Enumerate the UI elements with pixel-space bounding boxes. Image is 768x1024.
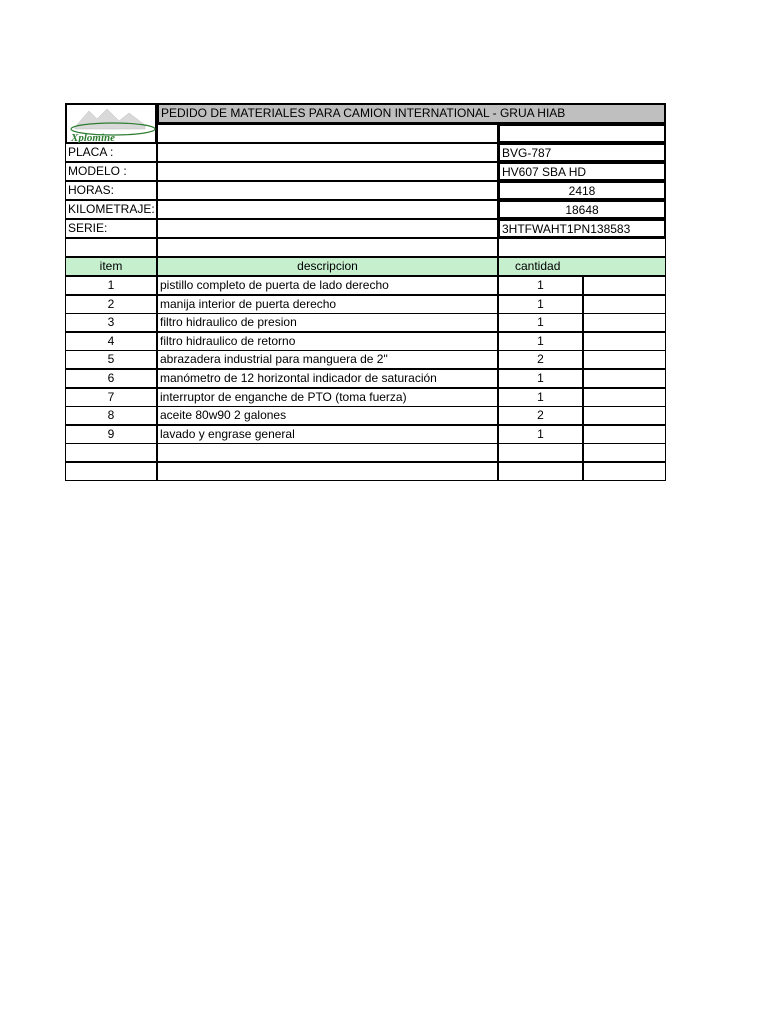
field-value: BVG-787 [498,143,666,162]
field-label: SERIE: [65,219,157,238]
cell-extra [583,313,666,332]
table-row [65,295,666,314]
blank-row-separator [65,238,666,257]
field-label: KILOMETRAJE: [65,200,157,219]
cell-item: 7 [65,388,157,407]
cell-item [65,462,157,481]
table-row [65,406,666,425]
cell-descripcion: lavado y engrase general [157,425,498,444]
cell-extra [583,350,666,369]
table-row [65,276,666,295]
cell-extra [583,462,666,481]
cell-item: 2 [65,295,157,314]
company-logo [65,103,157,143]
field-row [65,181,666,200]
cell-cantidad: 1 [498,295,583,314]
cell-extra [583,295,666,314]
field-spacer [157,162,498,181]
cell-cantidad: 1 [498,369,583,388]
cell-descripcion [157,443,498,462]
blank-row-top [157,124,666,143]
cell-descripcion: pistillo completo de puerta de lado derecho [157,276,498,295]
cell-item: 3 [65,313,157,332]
cell-descripcion: aceite 80w90 2 galones [157,406,498,425]
field-label: MODELO : [65,162,157,181]
field-spacer [157,200,498,219]
field-spacer [157,143,498,162]
cell-item: 8 [65,406,157,425]
table-row [65,350,666,369]
table-row [65,332,666,351]
field-label: HORAS: [65,181,157,200]
table-row [65,443,666,462]
table-header [65,257,666,276]
table-row [65,369,666,388]
cell-item: 4 [65,332,157,351]
table-row [65,388,666,407]
cell-cantidad: 1 [498,276,583,295]
cell-item: 9 [65,425,157,444]
table-row [65,313,666,332]
cell-cantidad: 2 [498,406,583,425]
field-spacer [157,219,498,238]
cell-cantidad [498,462,583,481]
cell-cantidad: 1 [498,332,583,351]
cell-extra [583,369,666,388]
cell-item: 1 [65,276,157,295]
cell-item: 5 [65,350,157,369]
cell-cantidad: 1 [498,425,583,444]
cell-cantidad: 2 [498,350,583,369]
cell-extra [583,406,666,425]
cell-cantidad [498,443,583,462]
field-row [65,219,666,238]
field-value: 2418 [498,181,666,200]
cell-descripcion [157,462,498,481]
field-value: 3HTFWAHT1PN138583 [498,219,666,238]
header-item: item [65,257,157,276]
cell-descripcion: manija interior de puerta derecho [157,295,498,314]
field-spacer [157,181,498,200]
table-row [65,462,666,481]
cell-descripcion: manómetro de 12 horizontal indicador de saturación [157,369,498,388]
cell-extra [583,443,666,462]
header-descripcion: descripcion [157,257,498,276]
cell-item: 6 [65,369,157,388]
field-value: 18648 [498,200,666,219]
mountain-logo-icon [67,105,157,143]
header-cantidad: cantidad [498,257,666,276]
cell-item [65,443,157,462]
field-row [65,200,666,219]
cell-extra [583,388,666,407]
cell-descripcion: abrazadera industrial para manguera de 2" [157,350,498,369]
cell-descripcion: filtro hidraulico de presion [157,313,498,332]
cell-extra [583,332,666,351]
cell-descripcion: interruptor de enganche de PTO (toma fuerza) [157,388,498,407]
field-row [65,162,666,181]
field-value: HV607 SBA HD [498,162,666,181]
cell-extra [583,276,666,295]
document-title: PEDIDO DE MATERIALES PARA CAMION INTERNATIONAL - GRUA HIAB [157,103,666,124]
cell-descripcion: filtro hidraulico de retorno [157,332,498,351]
field-row [65,143,666,162]
table-row [65,425,666,444]
logo-text: Xplomine [71,132,116,143]
field-label: PLACA : [65,143,157,162]
cell-cantidad: 1 [498,313,583,332]
cell-cantidad: 1 [498,388,583,407]
cell-extra [583,425,666,444]
